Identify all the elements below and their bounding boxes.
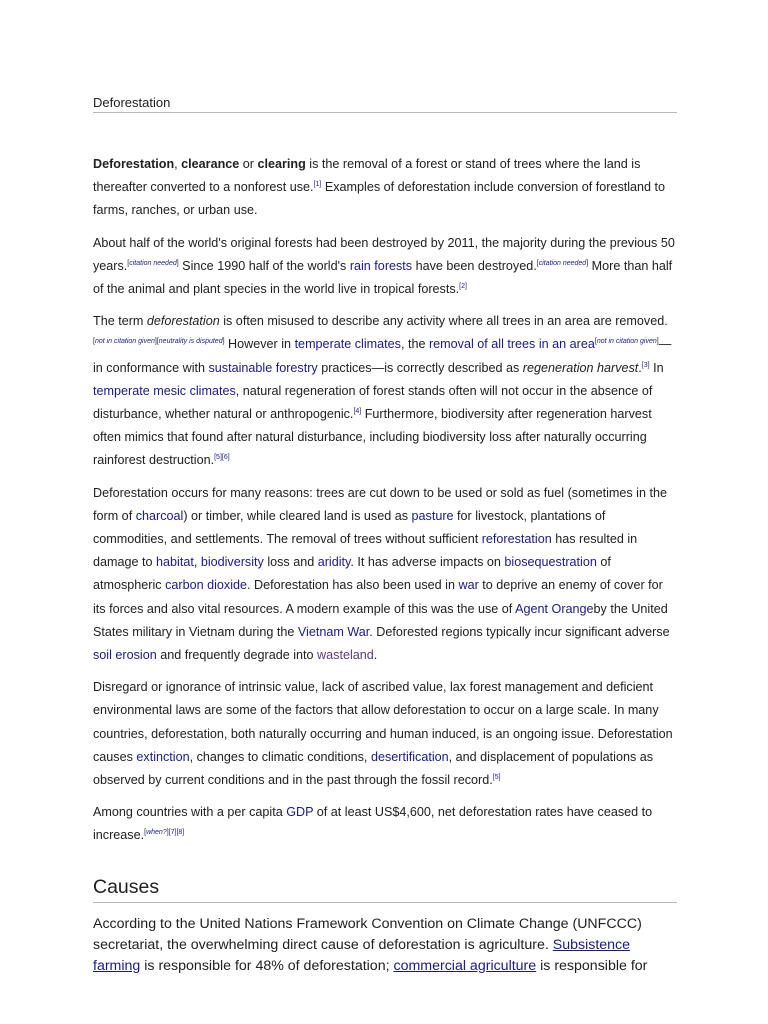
link-habitat[interactable]: habitat: [156, 555, 194, 570]
link-pasture[interactable]: pasture: [411, 508, 454, 523]
link-biodiversity[interactable]: biodiversity: [200, 555, 264, 570]
text: .: [373, 648, 378, 663]
when-tag[interactable]: [when?]: [144, 829, 169, 837]
reference-link[interactable]: [1]: [313, 181, 322, 189]
text: However in: [224, 337, 295, 352]
reference-link[interactable]: [5]: [492, 774, 501, 782]
link-vietnam-war[interactable]: Vietnam War: [297, 624, 370, 639]
link-commercial-agriculture[interactable]: commercial agriculture: [393, 958, 537, 974]
link-biosequestration[interactable]: biosequestration: [504, 555, 597, 570]
text: . Deforestation has also been used in: [247, 578, 459, 593]
text: and frequently degrade into: [156, 648, 318, 663]
text: is often misused to describe any activity where all trees in an area are removed.: [219, 314, 668, 329]
link-aridity[interactable]: aridity: [317, 555, 351, 570]
text: for livestock, plantations of commodities, and settlements. The removal of trees without sufficient: [93, 508, 606, 547]
reference-link[interactable]: [3]: [641, 361, 650, 369]
text: , the: [400, 337, 429, 352]
dispute-tag[interactable]: [not in citation given]: [594, 338, 659, 346]
text: is responsible for 48% of deforestation;: [140, 958, 394, 974]
term-deforestation: Deforestation: [93, 157, 175, 171]
dispute-tag[interactable]: [not in citation given][neutrality is disputed]: [93, 338, 225, 346]
link-gdp[interactable]: GDP: [286, 805, 314, 820]
paragraph-term: [93, 310, 677, 472]
paragraph-reasons: [93, 482, 677, 668]
text: is the removal of a forest or stand of trees where the land is thereafter converted to a nonforest use.: [93, 157, 641, 195]
link-carbon-dioxide[interactable]: carbon dioxide: [165, 578, 248, 593]
citation-needed-tag[interactable]: [citation needed]: [127, 259, 179, 267]
text: .: [638, 360, 642, 375]
link-subsistence-farming[interactable]: Subsistence farming: [93, 937, 631, 974]
text: practices—is correctly described as: [317, 360, 523, 375]
link-charcoal[interactable]: charcoal: [135, 508, 184, 523]
link-war[interactable]: war: [458, 578, 479, 593]
term-clearance: clearance: [181, 157, 240, 171]
reference-link[interactable]: [7][8]: [168, 829, 185, 837]
link-soil-erosion[interactable]: soil erosion: [93, 648, 157, 663]
text: . Deforested regions typically incur significant adverse: [369, 624, 670, 639]
paragraph-history: [93, 232, 677, 302]
text: by the United States military in Vietnam during the: [93, 601, 668, 639]
text: Disregard or ignorance of intrinsic value, lack of ascribed value, lax forest management and deficient environmental laws are some of the factors that allow deforestation to occur on a large scale. In many countries, deforestation, both naturally occurring and human induced, is an ongoing issue. Deforestation causes: [93, 680, 673, 764]
text: ) or timber, while cleared land is used as: [183, 508, 412, 523]
text: ,: [174, 157, 182, 171]
link-removal-of-all-trees[interactable]: removal of all trees in an area: [428, 337, 595, 352]
text: is responsible for: [536, 958, 648, 974]
link-rain-forests[interactable]: rain forests: [349, 258, 413, 273]
reference-link[interactable]: [5][6]: [214, 454, 230, 462]
document-title: Deforestation: [93, 95, 677, 113]
text: —in conformance with: [93, 337, 672, 375]
text: Deforestation occurs for many reasons: trees are cut down to be used or sold as fuel (sometimes in the form of: [93, 485, 667, 523]
link-extinction[interactable]: extinction: [136, 749, 190, 764]
text: loss and: [263, 555, 318, 570]
text: More than half of the animal and plant species in the world live in tropical forests.: [93, 258, 673, 297]
citation-needed-tag[interactable]: [citation needed]: [536, 259, 589, 267]
section-heading-causes: Causes: [93, 876, 677, 903]
text: Examples of deforestation include conversion of forestland to farms, ranches, or urban use.: [93, 180, 666, 218]
text: Since 1990 half of the world's: [178, 258, 350, 273]
reference-link[interactable]: [4]: [353, 408, 362, 416]
term-clearing: clearing: [257, 157, 306, 171]
link-wasteland[interactable]: wasteland: [317, 648, 374, 663]
italic-term: deforestation: [146, 314, 220, 329]
text: , natural regeneration of forest stands often will not occur in the absence of disturbance, whether natural or anthropogenic.: [93, 383, 653, 422]
link-agent-orange[interactable]: Agent Orange: [515, 601, 594, 616]
paragraph-intro: [93, 153, 677, 223]
text: ,: [193, 555, 201, 570]
reference-link[interactable]: [2]: [459, 283, 467, 291]
text: , changes to climatic conditions,: [189, 749, 371, 764]
text: to deprive an enemy of cover for its forces and also vital resources. A modern example of this was the use of: [93, 578, 663, 616]
text: of at least US$4,600, net deforestation rates have ceased to increase.: [93, 805, 653, 843]
text: of atmospheric: [93, 555, 611, 593]
link-sustainable-forestry[interactable]: sustainable forestry: [208, 360, 318, 375]
article-body: [93, 153, 677, 857]
text: According to the United Nations Framework Convention on Climate Change (UNFCCC) secretariat, the overwhelming direct cause of deforestation is agriculture.: [93, 916, 642, 953]
text: The term: [93, 314, 147, 329]
text: About half of the world's original forests had been destroyed by 2011, the majority during the previous 50 years.: [93, 235, 675, 273]
link-desertification[interactable]: desertification: [370, 749, 449, 764]
text: . It has adverse impacts on: [350, 555, 505, 570]
link-temperate-climates[interactable]: temperate climates: [294, 337, 401, 352]
paragraph-causes: [93, 914, 677, 977]
text: In: [649, 360, 664, 375]
text: Among countries with a per capita: [93, 805, 287, 820]
link-reforestation[interactable]: reforestation: [481, 532, 552, 547]
paragraph-gdp: [93, 801, 677, 847]
text: has resulted in damage to: [93, 532, 638, 570]
text: , and displacement of populations as observed by current conditions and in the past through the fossil record.: [93, 749, 654, 788]
link-temperate-mesic-climates[interactable]: temperate mesic climates: [93, 383, 236, 398]
italic-term: regeneration harvest: [522, 360, 639, 375]
text: Furthermore, biodiversity after regeneration harvest often mimics that found after natural disturbance, including biodiversity loss after naturally occurring rainforest destruction.: [93, 407, 652, 468]
text: or: [239, 157, 258, 171]
text: have been destroyed.: [412, 258, 537, 273]
paragraph-factors: [93, 676, 677, 792]
